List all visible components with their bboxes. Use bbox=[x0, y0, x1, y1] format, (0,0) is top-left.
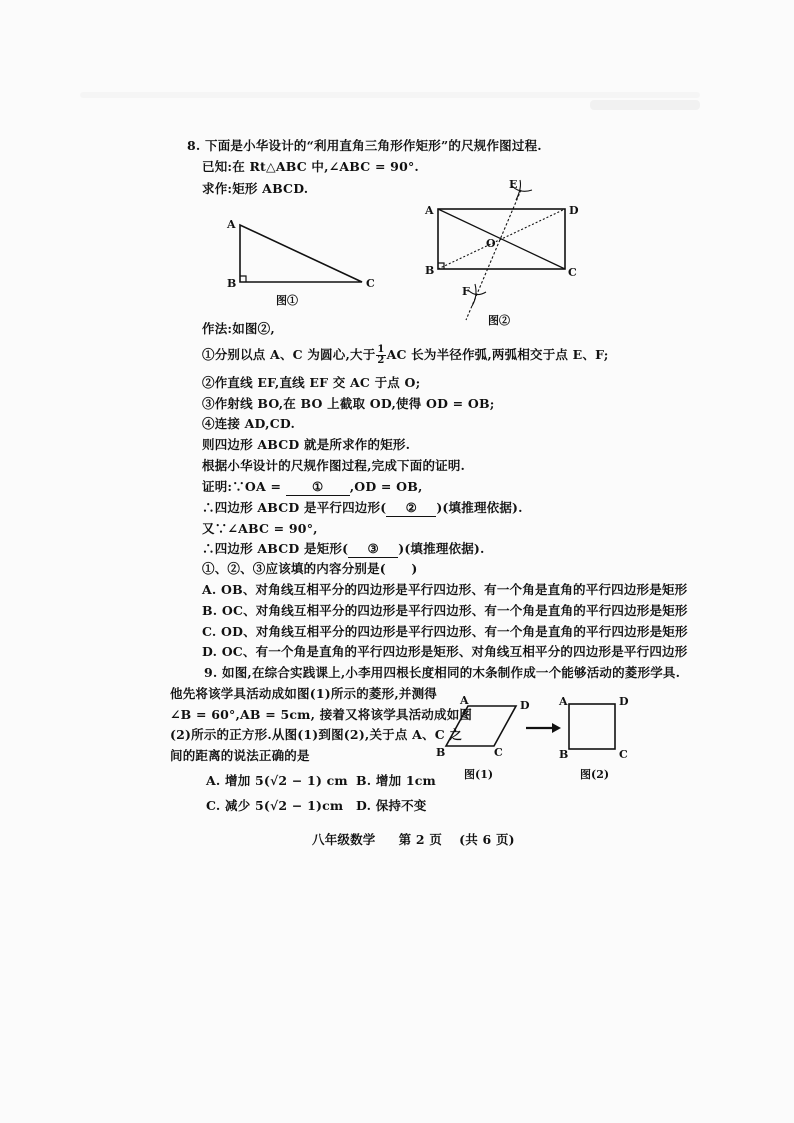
q9-option-c: C. 减少 5(√2 − 1)cm bbox=[206, 798, 344, 813]
proof1-pre: 证明:∵OA = bbox=[202, 479, 282, 494]
q8-instruction: 根据小华设计的尺规作图过程,完成下面的证明. bbox=[202, 458, 466, 473]
q9-line4: (2)所示的正方形.从图(1)到图(2),关于点 A、C 之 bbox=[170, 727, 463, 742]
q9-option-b: B. 增加 1cm bbox=[356, 773, 436, 788]
q8-step2: ②作直线 EF,直线 EF 交 AC 于点 O; bbox=[202, 375, 421, 390]
proof1-post: ,OD = OB, bbox=[349, 479, 423, 494]
label-d: D bbox=[520, 699, 530, 712]
q9-line5: 间的距离的说法正确的是 bbox=[170, 748, 310, 763]
label-d: D bbox=[619, 695, 629, 708]
label-b: B bbox=[436, 746, 446, 759]
label-a: A bbox=[460, 694, 469, 707]
q8-stem: 8. 下面是小华设计的“利用直角三角形作矩形”的尺规作图过程. bbox=[187, 138, 542, 153]
label-a: A bbox=[425, 204, 434, 217]
q9-line3: ∠B = 60°,AB = 5cm, 接着又将该学具活动成如图 bbox=[170, 707, 473, 722]
q8-method: 作法:如图②, bbox=[202, 321, 275, 336]
q9-line1: 9. 如图,在综合实践课上,小李用四根长度相同的木条制作成一个能够活动的菱形学具. bbox=[204, 665, 681, 680]
fig1-caption: 图① bbox=[276, 294, 298, 307]
proof2-post: )(填推理依据). bbox=[436, 500, 523, 515]
label-b: B bbox=[559, 748, 569, 761]
step1-pre: ①分别以点 A、C 为圆心,大于 bbox=[202, 347, 376, 362]
square-abcd bbox=[569, 704, 615, 749]
proof4-post: )(填推理依据). bbox=[398, 541, 485, 556]
footer bbox=[312, 832, 515, 848]
label-b: B bbox=[425, 264, 435, 277]
q8-result: 则四边形 ABCD 就是所求作的矩形. bbox=[202, 437, 411, 452]
q8-known: 已知:在 Rt△ABC 中,∠ABC = 90°. bbox=[202, 159, 419, 174]
q9-line2: 他先将该学具活动成如图(1)所示的菱形,并测得 bbox=[170, 686, 437, 701]
proof2-pre: ∴四边形 ABCD 是平行四边形( bbox=[202, 500, 387, 515]
label-c: C bbox=[494, 746, 503, 759]
fig2-caption: 图(2) bbox=[580, 768, 610, 781]
blank-2: ② bbox=[386, 500, 436, 517]
q8-question: ①、②、③应该填的内容分别是( ) bbox=[202, 561, 418, 576]
q8-figure-1 bbox=[220, 212, 390, 312]
q8-proof-line1 bbox=[202, 479, 423, 496]
scan-smudge bbox=[590, 100, 700, 110]
label-f: F bbox=[462, 285, 470, 298]
q9-option-d: D. 保持不变 bbox=[356, 798, 427, 813]
label-e: E bbox=[509, 178, 518, 191]
fig2-caption: 图② bbox=[488, 314, 510, 327]
arc-f2 bbox=[472, 284, 476, 306]
triangle-abc bbox=[240, 225, 362, 282]
label-c: C bbox=[366, 277, 375, 290]
label-c: C bbox=[619, 748, 628, 761]
q8-proof-line4 bbox=[202, 541, 485, 558]
arrow-right-icon bbox=[552, 723, 561, 733]
label-d: D bbox=[569, 204, 579, 217]
footer-total: (共 6 页) bbox=[459, 832, 515, 847]
q8-option-b: B. OC、对角线互相平分的四边形是平行四边形、有一个角是直角的平行四边形是矩形 bbox=[202, 603, 688, 618]
label-o: O bbox=[486, 237, 496, 250]
blank-1: ① bbox=[286, 479, 350, 496]
q8-step3: ③作射线 BO,在 BO 上截取 OD,使得 OD = OB; bbox=[202, 396, 495, 411]
q8-proof-line3: 又∵∠ABC = 90°, bbox=[202, 521, 318, 536]
q8-proof-line2 bbox=[202, 500, 523, 517]
label-c: C bbox=[568, 266, 577, 279]
blank-3: ③ bbox=[348, 541, 398, 558]
fraction-denominator: 2 bbox=[377, 355, 385, 366]
footer-page: 第 2 页 bbox=[398, 832, 443, 847]
fraction-numerator: 1 bbox=[377, 344, 385, 355]
scan-smudge bbox=[80, 92, 700, 98]
fig1-caption: 图(1) bbox=[464, 768, 494, 781]
q9-option-a: A. 增加 5(√2 − 1) cm bbox=[206, 773, 348, 788]
q8-option-d: D. OC、有一个角是直角的平行四边形是矩形、对角线互相平分的四边形是平行四边形 bbox=[202, 644, 688, 659]
q8-option-c: C. OD、对角线互相平分的四边形是平行四边形、有一个角是直角的平行四边形是矩形 bbox=[202, 624, 688, 639]
q8-figure-2 bbox=[420, 178, 600, 330]
q8-option-a: A. OB、对角线互相平分的四边形是平行四边形、有一个角是直角的平行四边形是矩形 bbox=[202, 582, 688, 597]
step1-post: AC 长为半径作弧,两弧相交于点 E、F; bbox=[386, 347, 609, 362]
q8-find: 求作:矩形 ABCD. bbox=[202, 181, 309, 196]
label-b: B bbox=[227, 277, 237, 290]
footer-subject: 八年级数学 bbox=[312, 832, 376, 847]
q8-step1 bbox=[202, 345, 609, 366]
proof4-pre: ∴四边形 ABCD 是矩形( bbox=[202, 541, 349, 556]
q8-step4: ④连接 AD,CD. bbox=[202, 416, 295, 431]
label-a: A bbox=[559, 695, 568, 708]
rhombus-abcd bbox=[446, 706, 516, 746]
right-angle-mark bbox=[240, 276, 246, 282]
q9-figures bbox=[430, 690, 640, 786]
fraction-half bbox=[376, 345, 385, 366]
label-a: A bbox=[227, 218, 236, 231]
